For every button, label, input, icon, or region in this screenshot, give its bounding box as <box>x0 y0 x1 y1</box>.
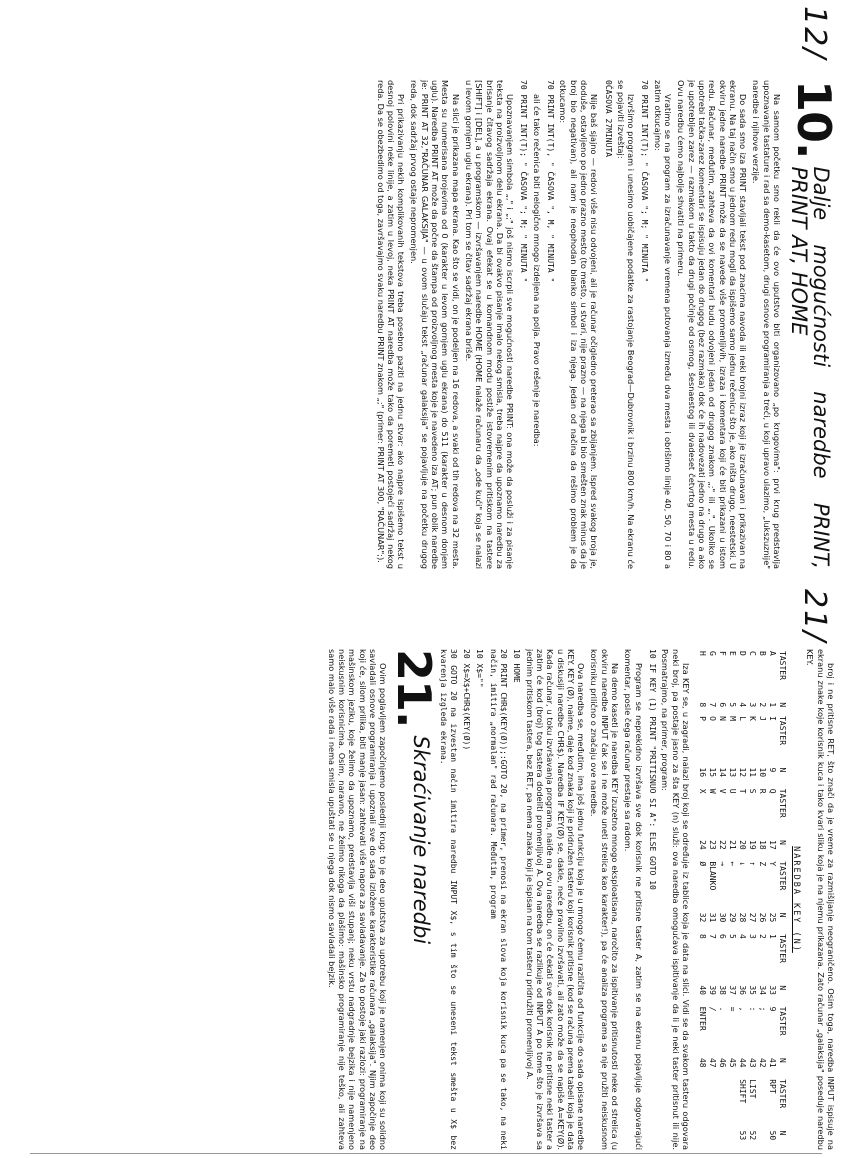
table-cell: 7 <box>707 933 717 939</box>
table-header-cell: TASTER <box>777 716 787 746</box>
table-header-cell: N <box>777 767 787 773</box>
table-cell: 34 <box>757 985 767 995</box>
table-cell <box>707 1077 717 1128</box>
code-line: 20 X$=X$+CHR$(KEY(Ø)) <box>462 649 472 751</box>
table-cell: 6 <box>717 702 727 708</box>
paragraph: Ova naredba se, međutim, ima još jednu funkciju koja je u mnogo čemu različita od funkcije do sada opisane naredbe KEY. KEY (Ø), naime, daje kod znaka koji je pridružen tasteru koji korisnik pritisne (kod se računa prema tabeli koja je data u diskusiji naredbe CHR$). Naredba IF KEY(Ø) se, dakle, neće pravilno izvršavati, ali zato može da se napiše A=KEY(Ø). Kada računar, u toku izvršavanja programa, naiđe na ovu naredbu, on će čekati sve dok korisnik ne pritisne neki taster a zatim će kod (broj) tog tastera dodeliti promenljivoj A. Ova naredba se razlikuje od INPUT A po tome što je izvršava sa jednim pritiskom tastera, bez RET, pa nema znaka koji je ispisan na tom tasteru pridružiti promenljivoj A. <box>524 649 587 1150</box>
table-title: NAREDBA KEY (N) <box>791 846 802 953</box>
table-cell: L <box>737 716 747 721</box>
left-page-number: 12/ <box>797 6 832 61</box>
table-cell: 27 <box>747 912 757 923</box>
table-cell: Ø <box>697 861 707 867</box>
table-cell: 12 <box>737 767 747 778</box>
table-cell: 36 <box>737 985 747 995</box>
page-edge-line <box>30 1153 822 1154</box>
table-cell: 22 <box>717 840 727 850</box>
paragraph: Program se neprekidno izvršava sve dok korisnik ne pritisne taster A, zatim se na ekranu pojavljuje odgovarajući komentar, posle čega računar prestaje sa radom. <box>623 649 644 1150</box>
table-cell: 5 <box>727 702 737 708</box>
table-header-cell: TASTER <box>777 933 787 963</box>
table-header-cell: TASTER <box>777 788 787 818</box>
table-cell: 33 <box>767 985 777 995</box>
table-header-cell: N <box>777 985 787 991</box>
paragraph: Do sada smo iza PRINT stavljali tekst pod znacima navoda ili neki brojni izraz koji je izračunavan i prikazivan na ekranu. Na taj način smo u jednom redu mogli da ispišemo samo jednu rečenicu što je, ako ništa drugo, neestetski. U okviru jedne naredbe PRINT može da se navede više promenljivih, izraza i komentara koji će biti prikazani u istom redu. Računar, međutim, zahteva da ovi komentari budu odvojeni jedan od drugog znakom „;" ili „,". Ukoliko se upotrebi tačka-zarez komentari se ispisuju jedan do drugog (bez razmaka) dok će ih nadovezati jedno na drugo a ako je upotrebljen zarez — razmakom u takto da drugi počinje od osmog, šesnaestog ili dvadeset četvrtog mesta u redu. Ovu naredbu ćemo najbolje shvatiti na primeru. <box>676 80 749 569</box>
table-cell: R <box>757 788 767 794</box>
code-line: 70 PRINT INT(T); " ČASOVA "; M; " MINUTA " <box>519 80 529 283</box>
table-cell: 18 <box>757 840 767 850</box>
table-header-cell: TASTER <box>777 861 787 891</box>
table-cell: 50 <box>767 1130 777 1141</box>
table-cell: = <box>727 1006 737 1012</box>
table-cell: 47 <box>707 1057 717 1068</box>
table-cell: BLANKO <box>707 861 717 891</box>
table-cell: 9 <box>767 1006 777 1012</box>
right-page-body <box>6 649 836 1150</box>
table-cell: V <box>717 788 727 794</box>
table-cell: 42 <box>757 1057 767 1068</box>
table-cell: 24 <box>697 840 707 850</box>
table-cell: F <box>717 651 727 656</box>
table-cell: E <box>727 651 737 656</box>
code-line: 70 PRINT INT(T), " ČASOVA ", M, " MINUTA " <box>546 80 556 283</box>
table-cell: ↓ <box>737 861 747 867</box>
table-cell: 5 <box>727 933 737 939</box>
paragraph: Pri prikazivanju nekih komplikovanih tekstova treba posebno paziti na jednu stvar: ako najpre ispišemo tekst u desnoj polovini neke linije, a zatim u levoj, neka PRINT AT naredba može tako da poremeti postojeći sadržaj nekog reda. Da se obezbedimo od toga, završavajmo svaku naredbu PRINT znakom „;" (primer: PRINT AT 300, "RAČUNAR";). <box>375 80 407 569</box>
chapter-heading <box>387 649 442 1150</box>
paragraph: Na demo kaseti je naredba KEY izuzetno mnogo eksploatisana, naročito za ispitivanje pritisnutosti neke od strelica (u okviru naredbe INPUT čak se i ne može uneti strelica kao karakter!), pa će analiza programa sa nje pružiti neiskusnom korisniku prilično o značaju ove naredbe. <box>589 649 621 1150</box>
table-header-cell: TASTER <box>777 1079 787 1109</box>
table-cell: 44 <box>737 1057 747 1068</box>
table-header-cell: N <box>777 912 787 918</box>
table-cell: H <box>697 651 707 656</box>
table-header-cell: N <box>777 1057 787 1063</box>
code-line: 20 PRINT CHR$(KEY(Ø));:GOTO 20, na primer, prenosi na ekran slova koja korisnik kuca pa se tako, na neki način, imitira „normalan" rad računara. Međutim, program <box>488 649 509 1150</box>
table-cell: 52 <box>747 1130 757 1141</box>
table-cell: SHIFT <box>737 1079 747 1104</box>
table-cell: 7 <box>707 702 717 708</box>
table-header-cell: N <box>777 702 787 708</box>
table-cell: 4 <box>737 933 747 939</box>
table-cell: Y <box>767 861 777 867</box>
table-header-cell: TASTER <box>777 651 787 680</box>
chapter-title: Dalje mogućnosti naredbe PRINT, PRINT AT, HOME <box>787 166 833 569</box>
table-row <box>767 649 777 1150</box>
table-cell: 46 <box>717 1057 727 1068</box>
table-cell: J <box>757 716 767 721</box>
code-line: 10 X$="" <box>475 649 485 688</box>
table-cell: O <box>707 716 717 721</box>
table-cell <box>717 1077 727 1128</box>
table-cell: RPT <box>767 1079 777 1094</box>
table-cell <box>757 1077 767 1128</box>
table-cell: , <box>737 1006 747 1012</box>
table-cell: 8 <box>697 702 707 708</box>
table-cell: 15 <box>707 767 717 778</box>
table-cell <box>727 1077 737 1128</box>
table-cell: N <box>717 716 727 721</box>
chapter-number: 21. <box>387 649 442 728</box>
key-table-body <box>697 649 777 1150</box>
paragraph: Ovim poglavljem započinjemo poslednji krug: to je deo uputstva za upotrebu koji je namenjen onima koji su solidno savladali osnove programiranja i upoznali sve do sada izložene karakteristike računara „galaksija". Njim započinje deo koji će, silom prilika, biti manje jasan: zahtevati više napora za savladavanje. Za to postoje jaki razlozi: programiranje na mašinskom jeziku, koje želimo da upoznamo, predstavlja viši stupanj; neku vrstu nadgradnje bejzika i nije namenjeno neiskusnim korisnicima. Osim, naravno, ne želimo nikoga da plašimo: mašinsko programiranje nije teško, ali zahteva samo malo više rada i nema smisla upuštati se u njega dok nismo savladali bejzik. <box>326 649 389 1150</box>
table-cell: Q <box>767 788 777 794</box>
table-row <box>747 649 757 1150</box>
table-cell <box>727 1129 737 1150</box>
table-cell: ← <box>727 861 737 867</box>
table-cell: 6 <box>717 933 727 939</box>
table-cell: 8 <box>697 933 707 939</box>
chapter-heading <box>787 80 841 569</box>
table-cell: W <box>707 788 717 794</box>
table-cell: 1 <box>767 702 777 708</box>
left-page-body <box>6 80 841 569</box>
table-cell: 41 <box>767 1057 777 1068</box>
table-cell: 3 <box>747 933 757 939</box>
table-cell: 13 <box>727 767 737 778</box>
table-cell: ENTER <box>697 1006 707 1031</box>
table-cell <box>697 1077 707 1128</box>
table-cell: 25 <box>767 912 777 923</box>
paragraph: ali će tako rečenica biti nelogično mnogo izdeljena na polja. Pravo rešenje je naredba: <box>531 94 542 447</box>
table-cell: 31 <box>707 912 717 923</box>
right-page <box>0 579 842 1158</box>
table-cell: 29 <box>727 912 737 923</box>
table-cell: 21 <box>727 840 737 850</box>
code-line: 10 IF KEY (1) PRINT "PRITISNUO SI A": ELSE GOTO 10 <box>647 649 657 890</box>
table-cell: 11 <box>747 767 757 778</box>
table-cell: 2 <box>757 933 767 939</box>
table-cell: S <box>747 788 757 794</box>
paragraph: Vratimo se na program za izračunavanje vremena putovanja između dva mesta i obrišimo linije 40, 50, 70 i 80 a zatim otkucajmo: <box>652 80 674 569</box>
table-cell: 10 <box>757 767 767 778</box>
table-cell: → <box>717 861 727 867</box>
table-row <box>757 649 767 1150</box>
paragraph: Na samom početku smo rekli da će ovo uputstvo biti organizovano „po krugovima": prvi krug predstavlja upoznavanje tastature i rad sa demo-kasetom, drugi osnove programiranja a treći, u koji upravo ulazimo, „lukszuznije" naredbe i njihove verzije. <box>751 80 782 569</box>
table-cell: 32 <box>697 912 707 923</box>
code-line: 70 PRINT INT(T); " ČASOVA "; M; " MINUTA " <box>640 80 650 283</box>
table-cell: 43 <box>747 1057 757 1068</box>
table-cell: : <box>747 1006 757 1012</box>
table-cell: 40 <box>697 985 707 995</box>
table-row <box>697 649 707 1150</box>
table-cell: C <box>747 651 757 656</box>
paragraph: Iza KEY se, u zagradi, nalazi broj koji se određuje iz tablice koja je data na slici. Vidi se da svakom tasteru odgovara neki broj, pa postaje jasno za šta KEY (n) služi: ova naredba omogućava ispitivanje da li je neki taster pritisnut ili nije. Posmatrajmo, na primer, program: <box>660 649 691 1150</box>
program-output: 0ČASOVA 27MINUTA <box>603 80 613 158</box>
table-cell <box>707 1129 717 1150</box>
paragraph: broj i ne pritisne RET, što znači da je vreme za razmišljanje neograničeno. Osim toga, naredba INPUT ispisuje na ekranu znake koje korisnik kuca i tako kvari sliku koja je na njemu prikazana. Zato računar „galaksija" poseduje naredbu KEY. <box>805 649 836 1150</box>
table-cell: 26 <box>757 912 767 923</box>
table-cell <box>697 1129 707 1150</box>
key-code-table <box>697 649 787 1150</box>
table-header-row <box>777 649 787 1150</box>
table-cell: / <box>707 1006 717 1012</box>
table-cell: X <box>697 788 707 794</box>
table-cell: I <box>767 716 777 721</box>
table-cell: M <box>727 716 737 721</box>
table-cell: T <box>737 788 747 794</box>
table-cell: 20 <box>737 840 747 850</box>
table-cell: B <box>757 651 767 656</box>
table-cell: 16 <box>697 767 707 778</box>
chapter-title: Skraćivanje naredbi <box>409 735 434 945</box>
table-cell: 3 <box>747 702 757 708</box>
paragraph: Izvršimo program i unesimo uobičajene podatke za rastojanje Beograd—Dubrovnik i brzinu 800 km/h. Na ekranu će se pojaviti izveštaj: <box>615 80 637 569</box>
table-cell: U <box>727 788 737 794</box>
table-cell: D <box>737 651 747 656</box>
table-cell: 38 <box>717 985 727 995</box>
table-cell: 35 <box>747 985 757 995</box>
table-cell <box>757 1129 767 1150</box>
table-cell: 14 <box>717 767 727 778</box>
table-cell: 9 <box>767 767 777 773</box>
right-page-number: 21/ <box>797 589 832 644</box>
table-row <box>707 649 717 1150</box>
table-cell: 30 <box>717 912 727 923</box>
table-cell: 19 <box>747 840 757 850</box>
code-line: 30 GOTO 20 na izvestan način imitira naredbu INPUT X$, s tim što se uneseni tekst smešta u X$ bez kvarenja izgleda ekrana. <box>438 649 458 1150</box>
table-cell: 45 <box>727 1057 737 1068</box>
table-cell: 53 <box>737 1130 747 1141</box>
table-cell: Z <box>757 861 767 867</box>
table-header-cell: N <box>777 840 787 845</box>
table-cell: ↑ <box>747 861 757 867</box>
table-cell: 2 <box>757 702 767 708</box>
table-cell: 48 <box>697 1057 707 1068</box>
table-cell: LIST <box>747 1079 757 1099</box>
chapter-number: 10. <box>787 80 841 159</box>
paragraph: Upoznavanjem simbola „," i „;" još nismo iscrpli sve mogućnosti naredbe PRINT: ona može da posluži i za pisanje teksta na proizvoljnom delu ekrana. Da bi ovakvo pisanje imalo nekog smisla, treba najpre da upoznamo naredbu za brisanje čitavog sadržaja ekrana. Ovaj efekat se u komandnom modu postiže istovremenim pritiskom na tastere [SHIFT] i [DEL], a u programskom — izvršavanjem naredbe HOME (HOME nalaže računaru da „ode kući" koja se nalazi u levom gornjem uglu ekrana). Pri tom se čitav sadržaj ekrana briše. <box>463 80 516 569</box>
table-cell: ; <box>757 1006 767 1012</box>
table-cell: P <box>697 716 707 721</box>
paragraph: Nije baš sjajno — redovi više nisu odvojeni, ali je računar očigledno preterao sa zbijanjem. Ispred svakog broja je, doduše, ostavljeno po jedno prazno mesto (to mesto, u stvari, nije prazno — na njega bi bio smešten znak minus da je broj bio negativan), ali nam je neophodan blanko simbol i iza njega. Jedan od načina da rešimo problem je da otkucamo: <box>558 80 600 569</box>
table-cell: 37 <box>727 985 737 995</box>
table-row <box>737 649 747 1150</box>
paragraph: Na slici je prikazana mapa ekrana. Kao što se vidi, on je podeljen na 16 redova, a svaki od tih redova na 32 mesta. Mesta su numerisana brojevima od 0 (karakter u levom gornjem uglu ekrana) do 511 (karakter u desnom donjem uglu). Naredba PRINT AT može da počne da štampa od proizvoljnog mesta koje je navedeno iza AT; pun oblik naredbe je: PRINT AT 32,"RAČUNAR GALAKSIJA" — u ovom slučaju tekst „računar galaksija" se pojavljuje na početku drugog reda, dok sadržaj prvog ostaje nepromenjen. <box>409 80 461 569</box>
table-row <box>727 649 737 1150</box>
table-cell: 4 <box>737 702 747 708</box>
table-header-cell: TASTER <box>777 1006 787 1036</box>
table-cell: 23 <box>707 840 717 850</box>
table-cell <box>717 1129 727 1150</box>
table-row <box>717 649 727 1150</box>
table-cell: K <box>747 716 757 721</box>
code-line: 10 HOME <box>512 649 522 683</box>
table-cell: A <box>767 651 777 656</box>
table-cell: 1 <box>767 933 777 939</box>
table-cell: . <box>717 1006 727 1012</box>
table-cell: 28 <box>737 912 747 923</box>
table-cell: 17 <box>767 840 777 850</box>
table-cell: 39 <box>707 985 717 995</box>
table-cell: G <box>707 651 717 656</box>
table-header-cell: N <box>777 1130 787 1136</box>
